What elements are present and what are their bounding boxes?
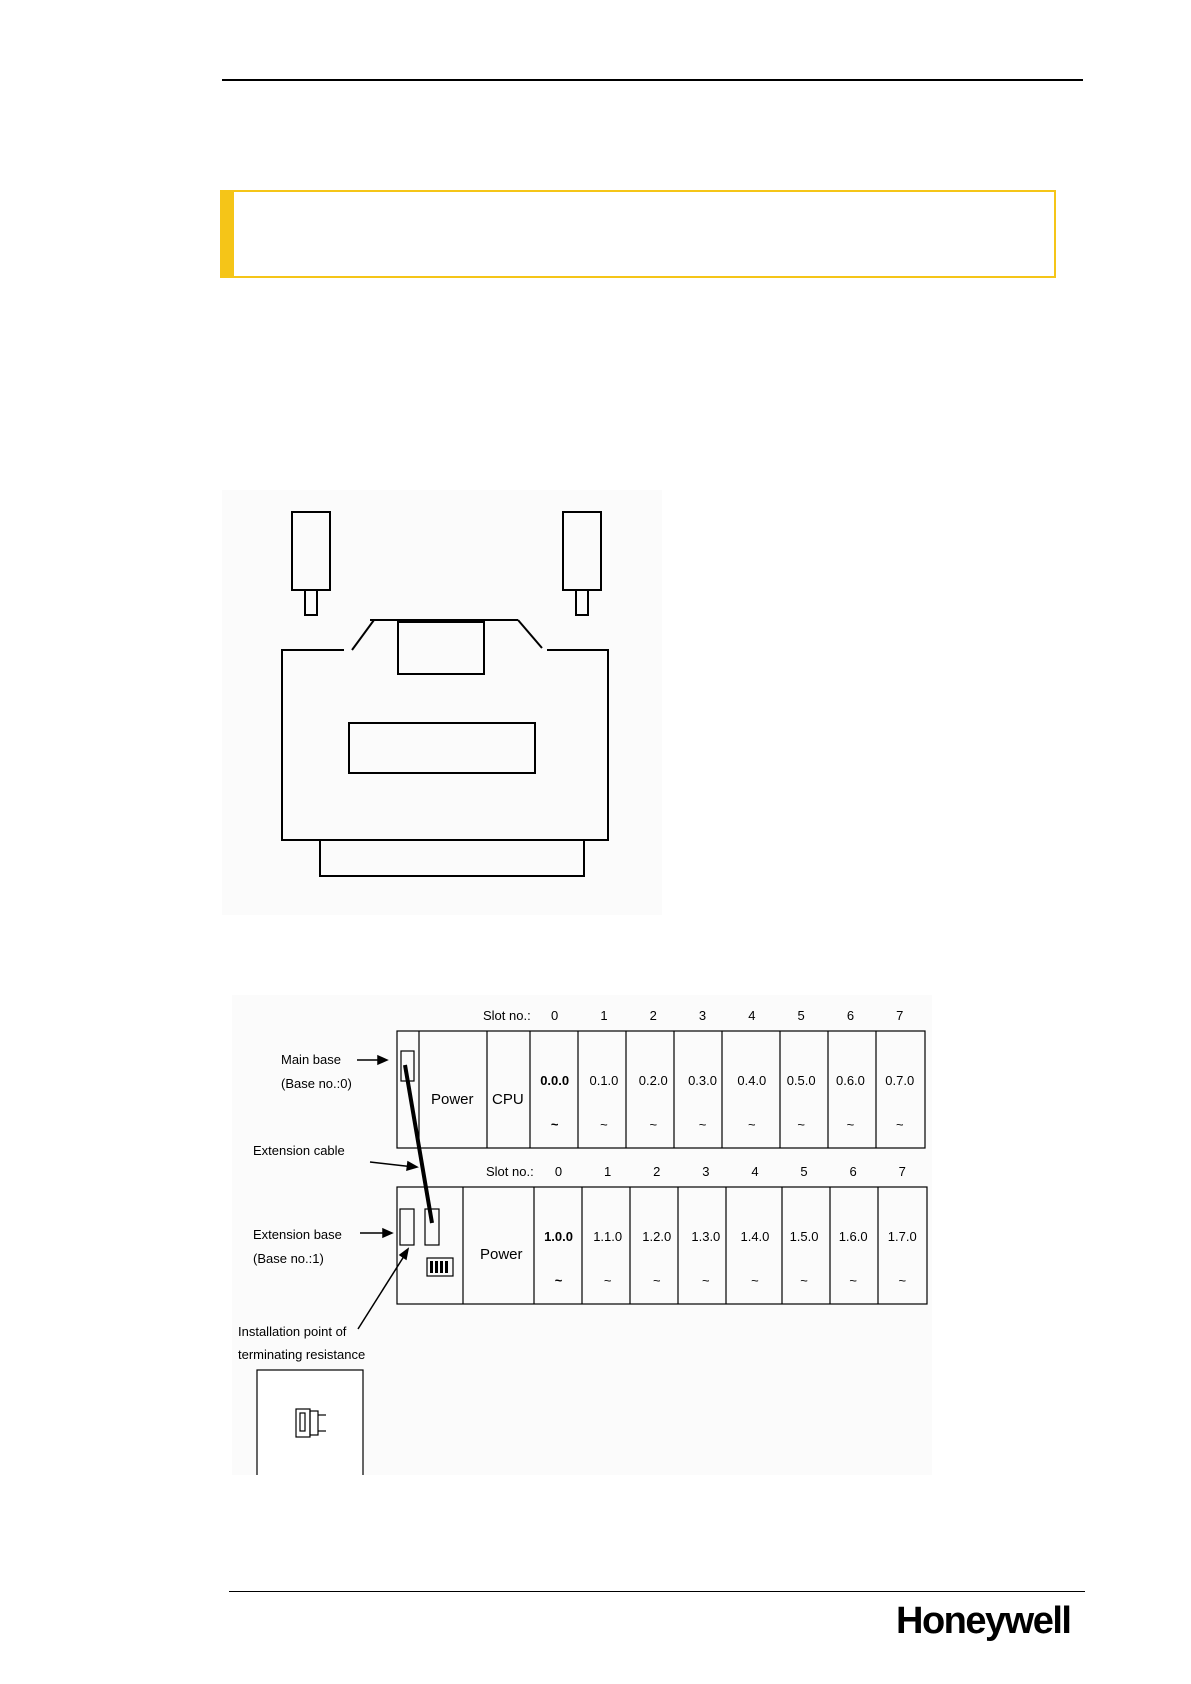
main-slot-number: 3 [698,1008,707,1023]
ext-slot-address: 1.1.0 [593,1229,623,1244]
install-point-label-2: terminating resistance [238,1347,366,1362]
ext-slot-tilde: ~ [751,1273,759,1288]
ext-slot-label: Slot no.: [486,1164,534,1179]
main-slot-number: 4 [748,1008,756,1023]
connector-illustration [222,490,662,915]
main-slot-tilde: ~ [550,1117,559,1132]
ext-slot-tilde: ~ [800,1273,808,1288]
main-slot-number: 5 [797,1008,805,1023]
honeywell-logo: Honeywell [896,1600,1071,1642]
main-slot-address: 0.2.0 [638,1073,668,1088]
ext-slot-address: 1.2.0 [642,1229,672,1244]
ext-slot-address: 1.5.0 [789,1229,819,1244]
ext-slot-address: 1.4.0 [740,1229,770,1244]
ext-slot-number: 5 [800,1164,808,1179]
main-slot-number: 2 [649,1008,657,1023]
extension-cable-label: Extension cable [253,1143,345,1158]
ext-slot-number: 0 [554,1164,563,1179]
note-box [220,190,1056,278]
main-power-label: Power [431,1091,474,1108]
main-slot-tilde: ~ [600,1117,608,1132]
ext-slot-tilde: ~ [898,1273,907,1288]
ext-slot-number: 3 [702,1164,710,1179]
ext-slot-tilde: ~ [603,1273,612,1288]
ext-slot-number: 1 [604,1164,612,1179]
main-slot-number: 0 [551,1008,559,1023]
main-slot-number: 1 [600,1008,608,1023]
ext-slot-number: 2 [653,1164,661,1179]
extension-base-number: (Base no.:1) [253,1251,324,1266]
footer-rule [229,1591,1085,1592]
main-slot-tilde: ~ [698,1117,707,1132]
ext-slot-number: 6 [849,1164,857,1179]
main-slot-tilde: ~ [895,1117,904,1132]
main-slot-address: 0.7.0 [885,1073,915,1088]
main-slot-address: 0.6.0 [835,1073,865,1088]
header-rule [222,79,1083,81]
install-point-label-1: Installation point of [238,1324,347,1339]
main-base-label: Main base [281,1052,341,1067]
main-slot-tilde: ~ [649,1117,658,1132]
main-base-number: (Base no.:0) [281,1076,352,1091]
ext-slot-tilde: ~ [702,1273,710,1288]
ext-slot-address: 1.0.0 [544,1229,574,1244]
ext-slot-number: 4 [751,1164,759,1179]
main-slot-number: 6 [846,1008,855,1023]
ext-slot-tilde: ~ [554,1273,563,1288]
ext-power-label: Power [480,1246,523,1263]
main-slot-address: 0.0.0 [540,1073,570,1088]
main-slot-address: 0.5.0 [786,1073,816,1088]
main-slot-address: 0.4.0 [737,1073,767,1088]
main-slot-number: 7 [896,1008,904,1023]
base-configuration-diagram [232,995,932,1475]
ext-slot-tilde: ~ [652,1273,661,1288]
main-slot-tilde: ~ [846,1117,855,1132]
main-slot-label: Slot no.: [483,1008,531,1023]
main-slot-tilde: ~ [748,1117,756,1132]
ext-slot-address: 1.7.0 [887,1229,917,1244]
extension-base-label: Extension base [253,1227,342,1242]
main-slot-address: 0.3.0 [688,1073,718,1088]
main-slot-address: 0.1.0 [589,1073,619,1088]
main-slot-tilde: ~ [797,1117,805,1132]
ext-slot-tilde: ~ [849,1273,857,1288]
ext-slot-address: 1.6.0 [838,1229,868,1244]
ext-slot-number: 7 [898,1164,906,1179]
main-cpu-label: CPU [492,1091,524,1108]
ext-slot-address: 1.3.0 [691,1229,721,1244]
